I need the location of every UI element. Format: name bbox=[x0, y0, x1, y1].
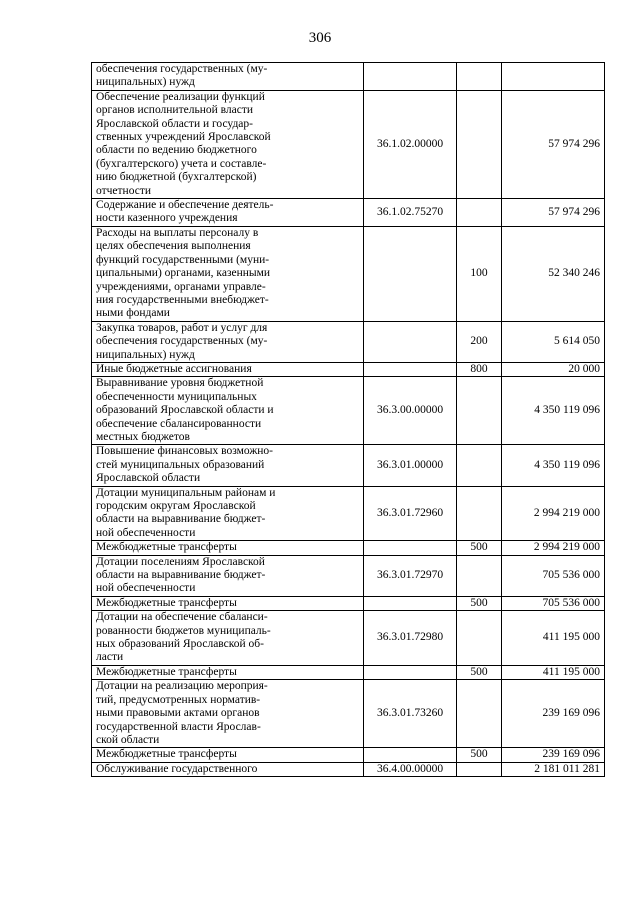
row-code-cell: 36.3.01.72970 bbox=[364, 555, 457, 596]
row-name-cell bbox=[92, 362, 364, 376]
table-row bbox=[92, 63, 605, 91]
row-name-line: ственных учреждений Ярославской bbox=[96, 131, 271, 144]
row-name-line: Межбюджетные трансферты bbox=[96, 541, 237, 554]
table-row bbox=[92, 748, 605, 762]
row-name-line: рованности бюджетов муниципаль- bbox=[96, 624, 271, 637]
page-number: 306 bbox=[308, 30, 332, 46]
table-row bbox=[92, 541, 605, 555]
table-row bbox=[92, 665, 605, 679]
row-name-line: целях обеспечения выполнения bbox=[96, 240, 251, 253]
row-expense-type-cell: 500 bbox=[457, 748, 502, 762]
row-amount-cell: 705 536 000 bbox=[502, 555, 605, 596]
row-name-cell bbox=[92, 762, 364, 776]
row-name-line: нию бюджетной (бухгалтерской) bbox=[96, 171, 257, 184]
row-name-cell bbox=[92, 199, 364, 227]
row-name-line: Межбюджетные трансферты bbox=[96, 748, 237, 761]
budget-table bbox=[91, 62, 605, 777]
row-amount-cell: 52 340 246 bbox=[502, 226, 605, 321]
row-amount-cell bbox=[502, 63, 605, 91]
row-name-line: Дотации муниципальным районам и bbox=[96, 486, 276, 499]
row-amount-cell: 411 195 000 bbox=[502, 665, 605, 679]
row-amount-cell: 4 350 119 096 bbox=[502, 377, 605, 445]
row-code-cell bbox=[364, 541, 457, 555]
row-name-line: ципальными) органами, казенными bbox=[96, 267, 271, 280]
row-name-cell bbox=[92, 486, 364, 541]
row-name-line: (бухгалтерского) учета и составле- bbox=[96, 157, 267, 170]
row-name-cell bbox=[92, 321, 364, 362]
table-row bbox=[92, 680, 605, 748]
row-name-line: государственной власти Яpослав- bbox=[96, 720, 261, 733]
row-amount-cell: 2 994 219 000 bbox=[502, 541, 605, 555]
row-name-line: ными фондами bbox=[96, 307, 170, 320]
row-name-line: Расходы на выплаты персоналу в bbox=[96, 226, 259, 239]
row-expense-type-cell bbox=[457, 199, 502, 227]
row-name-line: функций государственными (муни- bbox=[96, 253, 270, 266]
row-name-line: ния государственными внебюджет- bbox=[96, 293, 269, 306]
row-name-line: стей муниципальных образований bbox=[96, 458, 265, 471]
row-name-cell bbox=[92, 541, 364, 555]
row-expense-type-cell: 500 bbox=[457, 596, 502, 610]
row-name-line: обеспеченности муниципальных bbox=[96, 390, 257, 403]
row-name-line: отчетности bbox=[96, 184, 152, 197]
row-name-line: Дотации поселениям Ярославской bbox=[96, 555, 265, 568]
row-name-line: образований Ярославской области и bbox=[96, 404, 274, 417]
row-name-cell bbox=[92, 680, 364, 748]
table-row bbox=[92, 377, 605, 445]
table-row bbox=[92, 555, 605, 596]
row-expense-type-cell: 500 bbox=[457, 541, 502, 555]
row-name-cell bbox=[92, 596, 364, 610]
row-name-line: Дотации на обеспечение сбаланси- bbox=[96, 611, 268, 624]
row-expense-type-cell bbox=[457, 555, 502, 596]
row-name-cell bbox=[92, 90, 364, 198]
row-name-line: ской области bbox=[96, 733, 160, 746]
table-row bbox=[92, 486, 605, 541]
row-name-cell bbox=[92, 377, 364, 445]
row-name-cell bbox=[92, 748, 364, 762]
row-code-cell: 36.3.01.72980 bbox=[364, 611, 457, 666]
row-expense-type-cell bbox=[457, 377, 502, 445]
row-name-cell bbox=[92, 611, 364, 666]
row-amount-cell: 2 994 219 000 bbox=[502, 486, 605, 541]
row-name-line: ниципальных) нужд bbox=[96, 76, 195, 89]
table-row bbox=[92, 596, 605, 610]
row-code-cell bbox=[364, 665, 457, 679]
table-row bbox=[92, 762, 605, 776]
row-name-line: обеспечения государственных (му- bbox=[96, 63, 268, 75]
row-name-line: Обеспечение реализации функций bbox=[96, 90, 265, 103]
row-code-cell bbox=[364, 596, 457, 610]
row-name-line: ной обеспеченности bbox=[96, 526, 196, 539]
row-amount-cell: 239 169 096 bbox=[502, 680, 605, 748]
row-code-cell: 36.3.01.72960 bbox=[364, 486, 457, 541]
row-code-cell: 36.1.02.00000 bbox=[364, 90, 457, 198]
row-code-cell: 36.4.00.00000 bbox=[364, 762, 457, 776]
row-code-cell: 36.3.01.00000 bbox=[364, 445, 457, 486]
row-name-line: Дотации на реализацию мероприя- bbox=[96, 680, 268, 693]
row-name-cell bbox=[92, 226, 364, 321]
table-row bbox=[92, 611, 605, 666]
row-name-line: области по ведению бюджетного bbox=[96, 144, 257, 157]
row-name-line: Межбюджетные трансферты bbox=[96, 665, 237, 678]
row-amount-cell: 57 974 296 bbox=[502, 90, 605, 198]
row-expense-type-cell bbox=[457, 680, 502, 748]
row-name-line: ности казенного учреждения bbox=[96, 212, 238, 225]
row-code-cell: 36.3.01.73260 bbox=[364, 680, 457, 748]
row-name-line: Закупка товаров, работ и услуг для bbox=[96, 321, 268, 334]
row-name-line: обеспечения государственных (му- bbox=[96, 335, 268, 348]
row-name-cell bbox=[92, 665, 364, 679]
row-name-line: ной обеспеченности bbox=[96, 582, 196, 595]
row-expense-type-cell: 100 bbox=[457, 226, 502, 321]
row-name-line: обеспечение сбалансированности bbox=[96, 417, 262, 430]
row-name-line: ниципальных) нужд bbox=[96, 348, 195, 361]
row-name-cell bbox=[92, 555, 364, 596]
row-expense-type-cell: 200 bbox=[457, 321, 502, 362]
row-amount-cell: 239 169 096 bbox=[502, 748, 605, 762]
row-name-line: ласти bbox=[96, 651, 124, 664]
row-amount-cell: 20 000 bbox=[502, 362, 605, 376]
row-code-cell bbox=[364, 748, 457, 762]
row-code-cell bbox=[364, 63, 457, 91]
row-expense-type-cell bbox=[457, 762, 502, 776]
row-code-cell bbox=[364, 362, 457, 376]
row-code-cell bbox=[364, 321, 457, 362]
row-name-line: городским округам Ярославской bbox=[96, 500, 256, 512]
row-expense-type-cell: 800 bbox=[457, 362, 502, 376]
budget-table-body bbox=[92, 63, 605, 777]
row-name-line: Ярославской области и государ- bbox=[96, 117, 253, 130]
row-name-line: местных бюджетов bbox=[96, 430, 190, 443]
row-amount-cell: 705 536 000 bbox=[502, 596, 605, 610]
row-name-line: Выравнивание уровня бюджетной bbox=[96, 377, 264, 390]
row-name-line: области на выравнивание бюджет- bbox=[96, 569, 266, 582]
row-amount-cell: 5 614 050 bbox=[502, 321, 605, 362]
row-name-line: органов исполнительной власти bbox=[96, 104, 254, 117]
row-amount-cell: 2 181 011 281 bbox=[502, 762, 605, 776]
table-row bbox=[92, 90, 605, 198]
row-name-line: ных образований Ярославской об- bbox=[96, 638, 264, 651]
row-name-line: Иные бюджетные ассигнования bbox=[96, 362, 252, 375]
row-name-line: Межбюджетные трансферты bbox=[96, 596, 237, 609]
row-name-line: области на выравнивание бюджет- bbox=[96, 513, 266, 526]
row-expense-type-cell bbox=[457, 445, 502, 486]
row-code-cell: 36.1.02.75270 bbox=[364, 199, 457, 227]
row-name-line: тий, предусмотренных норматив- bbox=[96, 693, 261, 706]
row-expense-type-cell bbox=[457, 611, 502, 666]
row-name-line: учреждениями, органами управле- bbox=[96, 280, 266, 293]
table-row bbox=[92, 321, 605, 362]
row-expense-type-cell: 500 bbox=[457, 665, 502, 679]
table-row bbox=[92, 362, 605, 376]
row-amount-cell: 4 350 119 096 bbox=[502, 445, 605, 486]
table-row bbox=[92, 445, 605, 486]
row-name-line: Содержание и обеспечение деятель- bbox=[96, 199, 274, 212]
row-amount-cell: 57 974 296 bbox=[502, 199, 605, 227]
row-amount-cell: 411 195 000 bbox=[502, 611, 605, 666]
row-code-cell bbox=[364, 226, 457, 321]
row-name-line: Повышение финансовых возможно- bbox=[96, 445, 274, 458]
row-name-cell bbox=[92, 63, 364, 91]
row-name-line: Ярославской области bbox=[96, 472, 201, 485]
row-expense-type-cell bbox=[457, 486, 502, 541]
row-name-line: ными правовыми актами органов bbox=[96, 707, 260, 720]
row-expense-type-cell bbox=[457, 90, 502, 198]
table-row bbox=[92, 226, 605, 321]
row-code-cell: 36.3.00.00000 bbox=[364, 377, 457, 445]
table-row bbox=[92, 199, 605, 227]
row-name-cell bbox=[92, 445, 364, 486]
row-name-line: Обслуживание государственного bbox=[96, 762, 258, 775]
row-expense-type-cell bbox=[457, 63, 502, 91]
